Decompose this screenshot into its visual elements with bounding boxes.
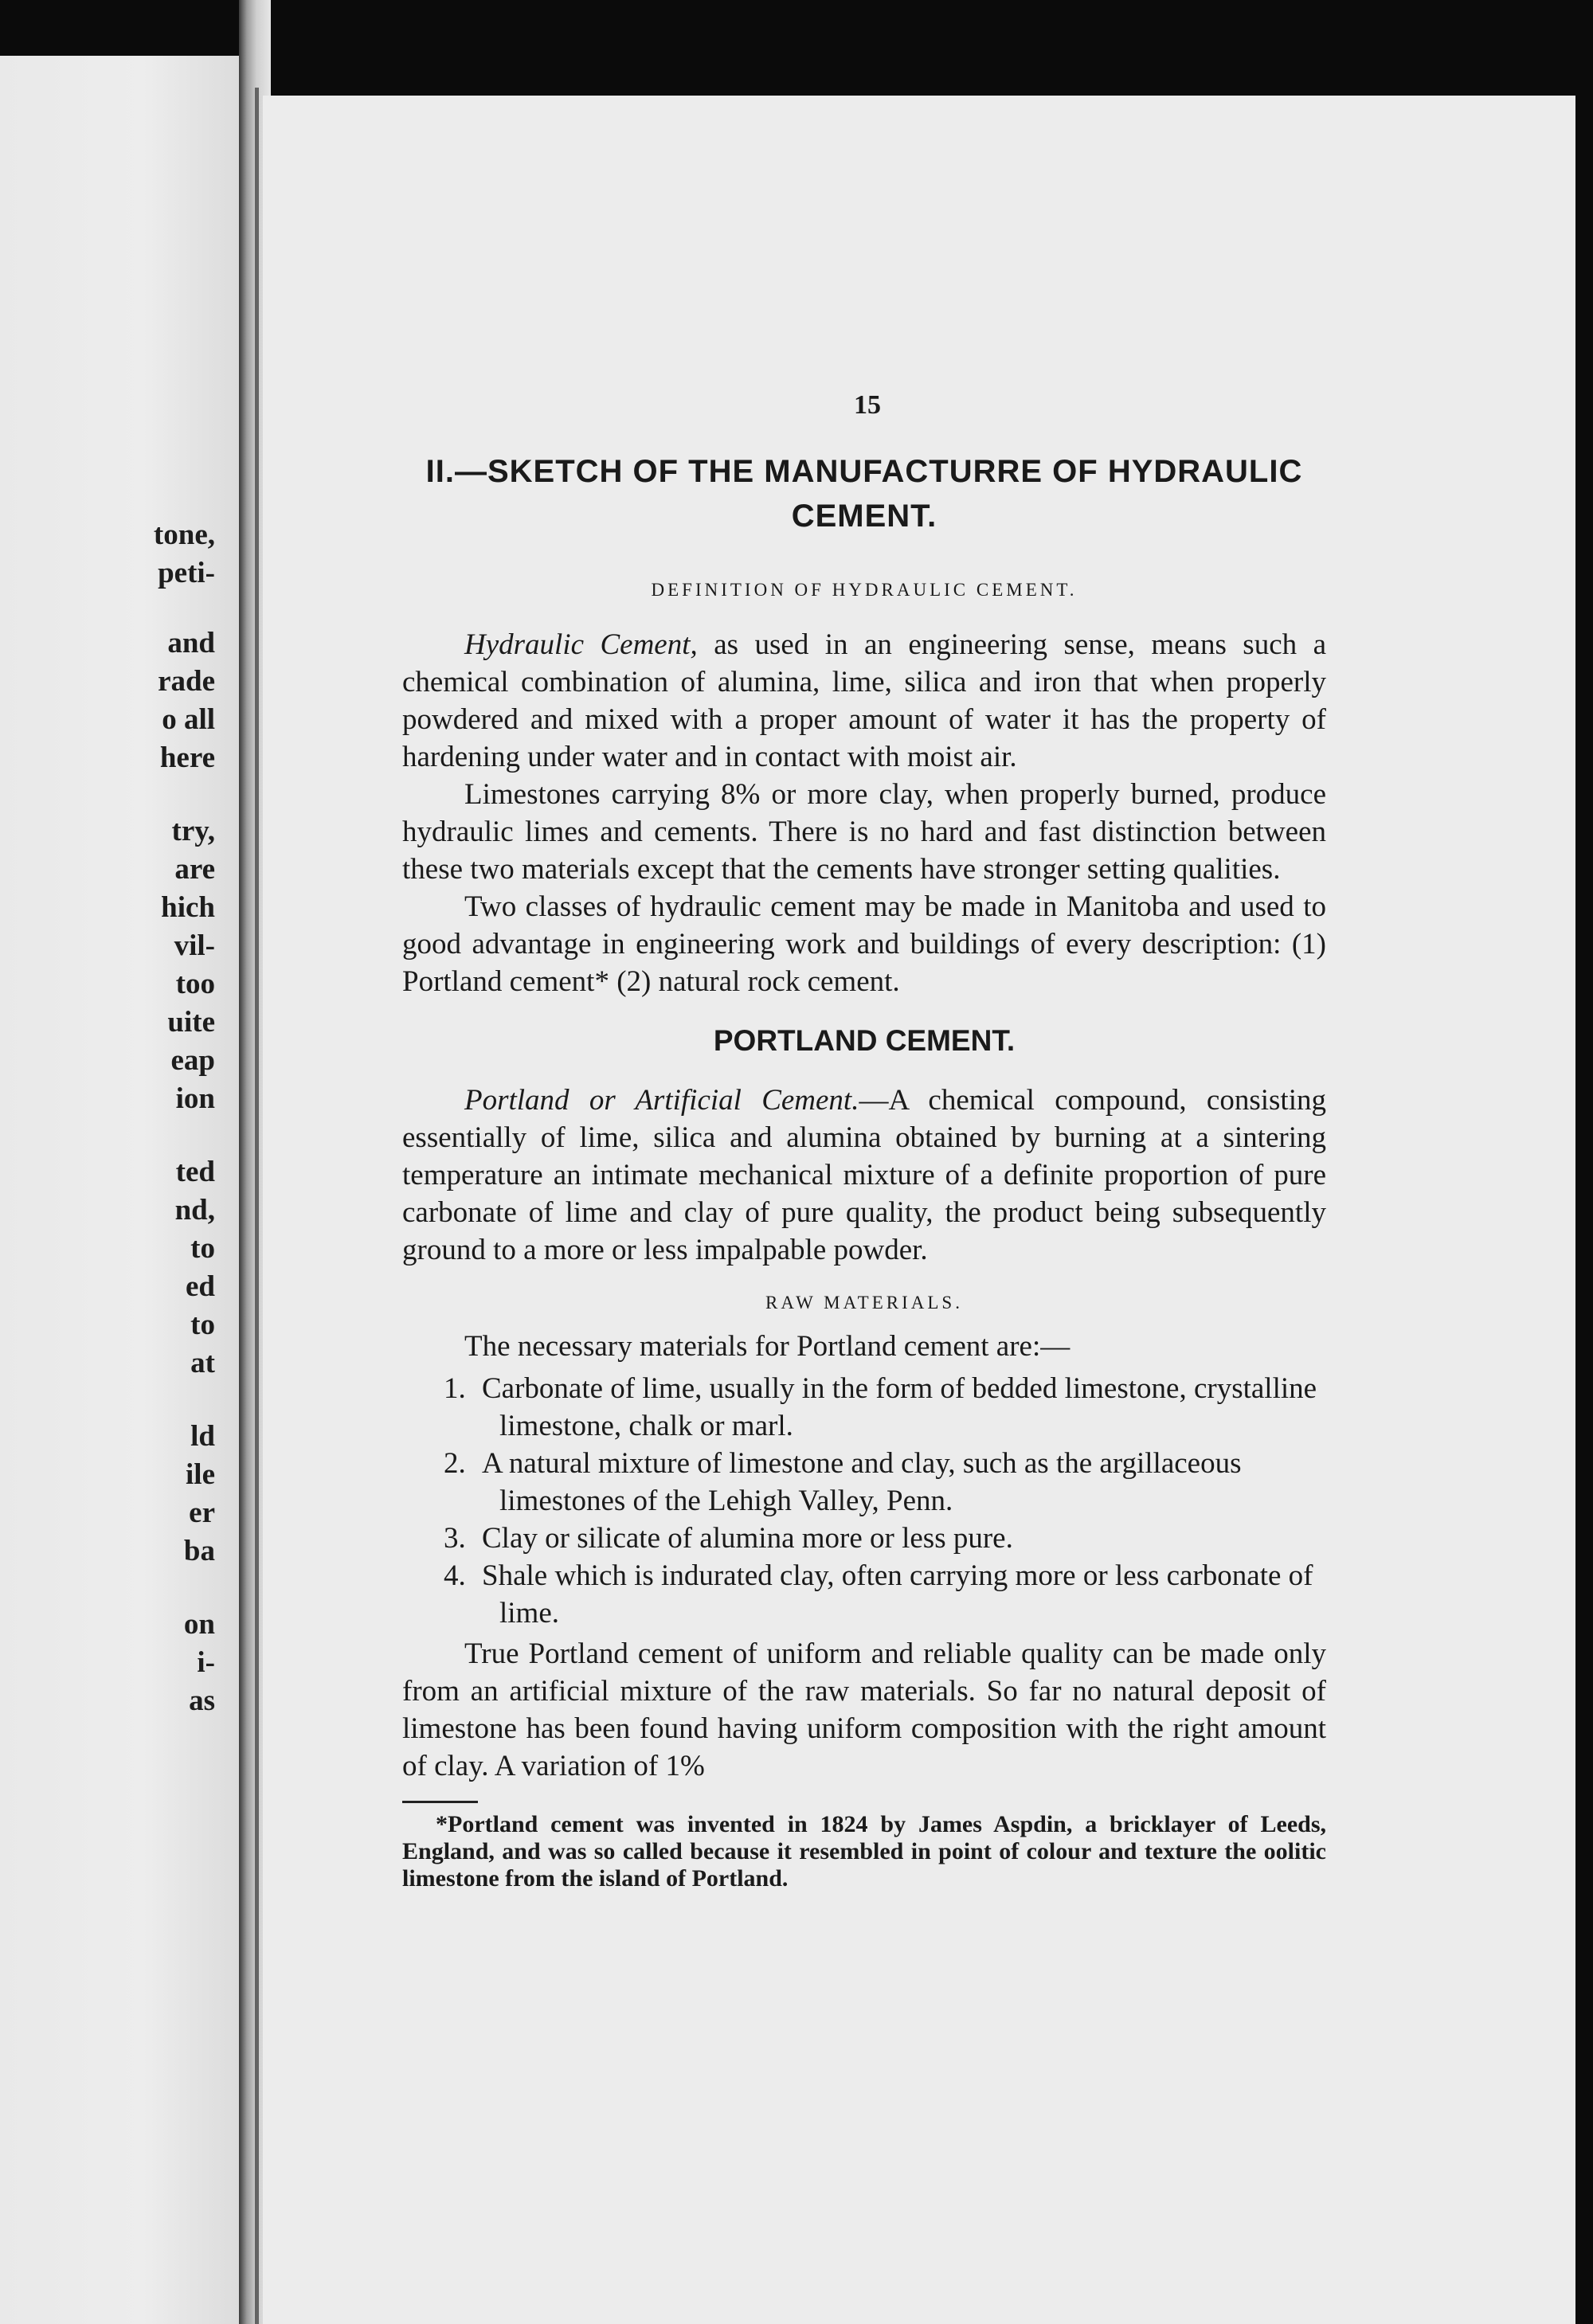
list-item-text: Clay or silicate of alumina more or less pure. [482, 1522, 1013, 1555]
left-fragment: as [189, 1684, 215, 1717]
portland-heading: PORTLAND CEMENT. [713, 1024, 1016, 1057]
paragraph-definition [402, 626, 1326, 776]
definition-heading: DEFINITION OF HYDRAULIC CEMENT. [651, 580, 1078, 600]
paragraph-true-portland: True Portland cement of uniform and reliable quality can be made only from an artificial mixture of the raw materials. So far no natural deposit of limestone has been found having uniform composition with the right amount of clay. A variation of 1% [402, 1637, 1326, 1782]
footnote [402, 1811, 1326, 1892]
left-fragment: at [190, 1347, 215, 1379]
left-fragment: to [190, 1309, 215, 1341]
list-item-text: Carbonate of lime, usually in the form of bedded limestone, crystalline limestone, chalk or marl. [482, 1372, 1317, 1442]
left-fragment: hich [161, 891, 215, 924]
left-fragment: ba [183, 1535, 215, 1567]
page-number: 15 [854, 390, 881, 420]
left-fragment: and [167, 627, 215, 659]
footnote-text: *Portland cement was invented in 1824 by James Aspdin, a bricklayer of Leeds, England, and was so called because it resembled in point of colour and texture the oolitic limestone from the island of Portland. [402, 1811, 1326, 1892]
paragraph-limestones: Limestones carrying 8% or more clay, when properly burned, produce hydraulic limes and cements. There is no hard and fast distinction between these two materials except that the cements have stronger setting qualities. [402, 778, 1326, 886]
left-fragment: i- [197, 1646, 215, 1679]
left-fragment: on [183, 1608, 215, 1641]
left-fragment: here [159, 741, 215, 774]
paragraph-definition-text: as used in an engineering sense, means such a chemical combination of alumina, lime, silica and iron that when properly powdered and mixed with a proper amount of water it has the property of hardening under water and in contact with moist air. [402, 628, 1327, 773]
left-fragment: eap [170, 1044, 215, 1077]
page-content [402, 390, 1326, 1892]
term-hydraulic-cement: Hydraulic Cement, [464, 628, 698, 661]
list-item-number: 4. [444, 1559, 466, 1592]
left-fragment: ted [175, 1156, 215, 1188]
gutter-shadow-line [255, 88, 259, 2324]
list-item-text: Shale which is indurated clay, often carrying more or less carbonate of lime. [482, 1559, 1313, 1630]
list-item-number: 1. [444, 1372, 466, 1405]
left-fragment: too [175, 968, 215, 1000]
left-fragment: ion [175, 1082, 215, 1115]
left-fragment: vil- [174, 929, 215, 962]
right-page [263, 96, 1575, 2324]
left-fragment: peti- [158, 557, 215, 589]
list-item-number: 2. [444, 1447, 466, 1480]
left-fragment: try, [171, 815, 215, 847]
chapter-title [402, 449, 1326, 538]
left-fragment: to [190, 1232, 215, 1265]
list-item-text: A natural mixture of limestone and clay, such as the argillaceous limestones of the Lehigh Valley, Penn. [482, 1447, 1242, 1517]
paragraph-portland-text: —A chemical compound, consisting essentially of lime, silica and alumina obtained by burning at a sintering temperature an intimate mechanical mixture of a definite proportion of pure carbonate of lime and clay of pure quality, the product being subsequently ground to a more or less impalpable powder. [402, 1084, 1326, 1266]
left-facing-page [0, 56, 239, 2324]
left-fragment: o all [162, 703, 215, 736]
left-fragment: ld [190, 1420, 215, 1453]
list-item [402, 1370, 1326, 1445]
left-fragment: er [189, 1497, 215, 1529]
list-item [402, 1557, 1326, 1632]
left-fragment: ed [186, 1270, 215, 1303]
list-item [402, 1520, 1326, 1557]
left-fragment: rade [158, 665, 215, 698]
paragraph-two-classes: Two classes of hydraulic cement may be made in Manitoba and used to good advantage in engineering work and buildings of every description: (1) Portland cement* (2) natural rock cement. [402, 890, 1326, 998]
left-fragment: uite [167, 1006, 215, 1039]
raw-materials-heading: RAW MATERIALS. [765, 1293, 963, 1313]
left-fragment: nd, [174, 1194, 215, 1227]
list-item [402, 1445, 1326, 1520]
chapter-title-line-1: II.—SKETCH OF THE MANUFACTURRE OF HYDRAULIC [425, 454, 1303, 489]
raw-materials-list [402, 1370, 1326, 1632]
list-item-number: 3. [444, 1522, 466, 1555]
left-fragment: ile [186, 1458, 215, 1491]
paragraph-portland-definition [402, 1082, 1326, 1269]
left-fragment: tone, [153, 518, 215, 551]
footnote-rule [402, 1801, 478, 1803]
chapter-title-line-2: CEMENT. [791, 499, 937, 534]
term-portland-cement: Portland or Artificial Cement. [464, 1084, 859, 1117]
list-intro: The necessary materials for Portland cement are:— [464, 1330, 1070, 1363]
left-fragment: are [174, 853, 215, 886]
